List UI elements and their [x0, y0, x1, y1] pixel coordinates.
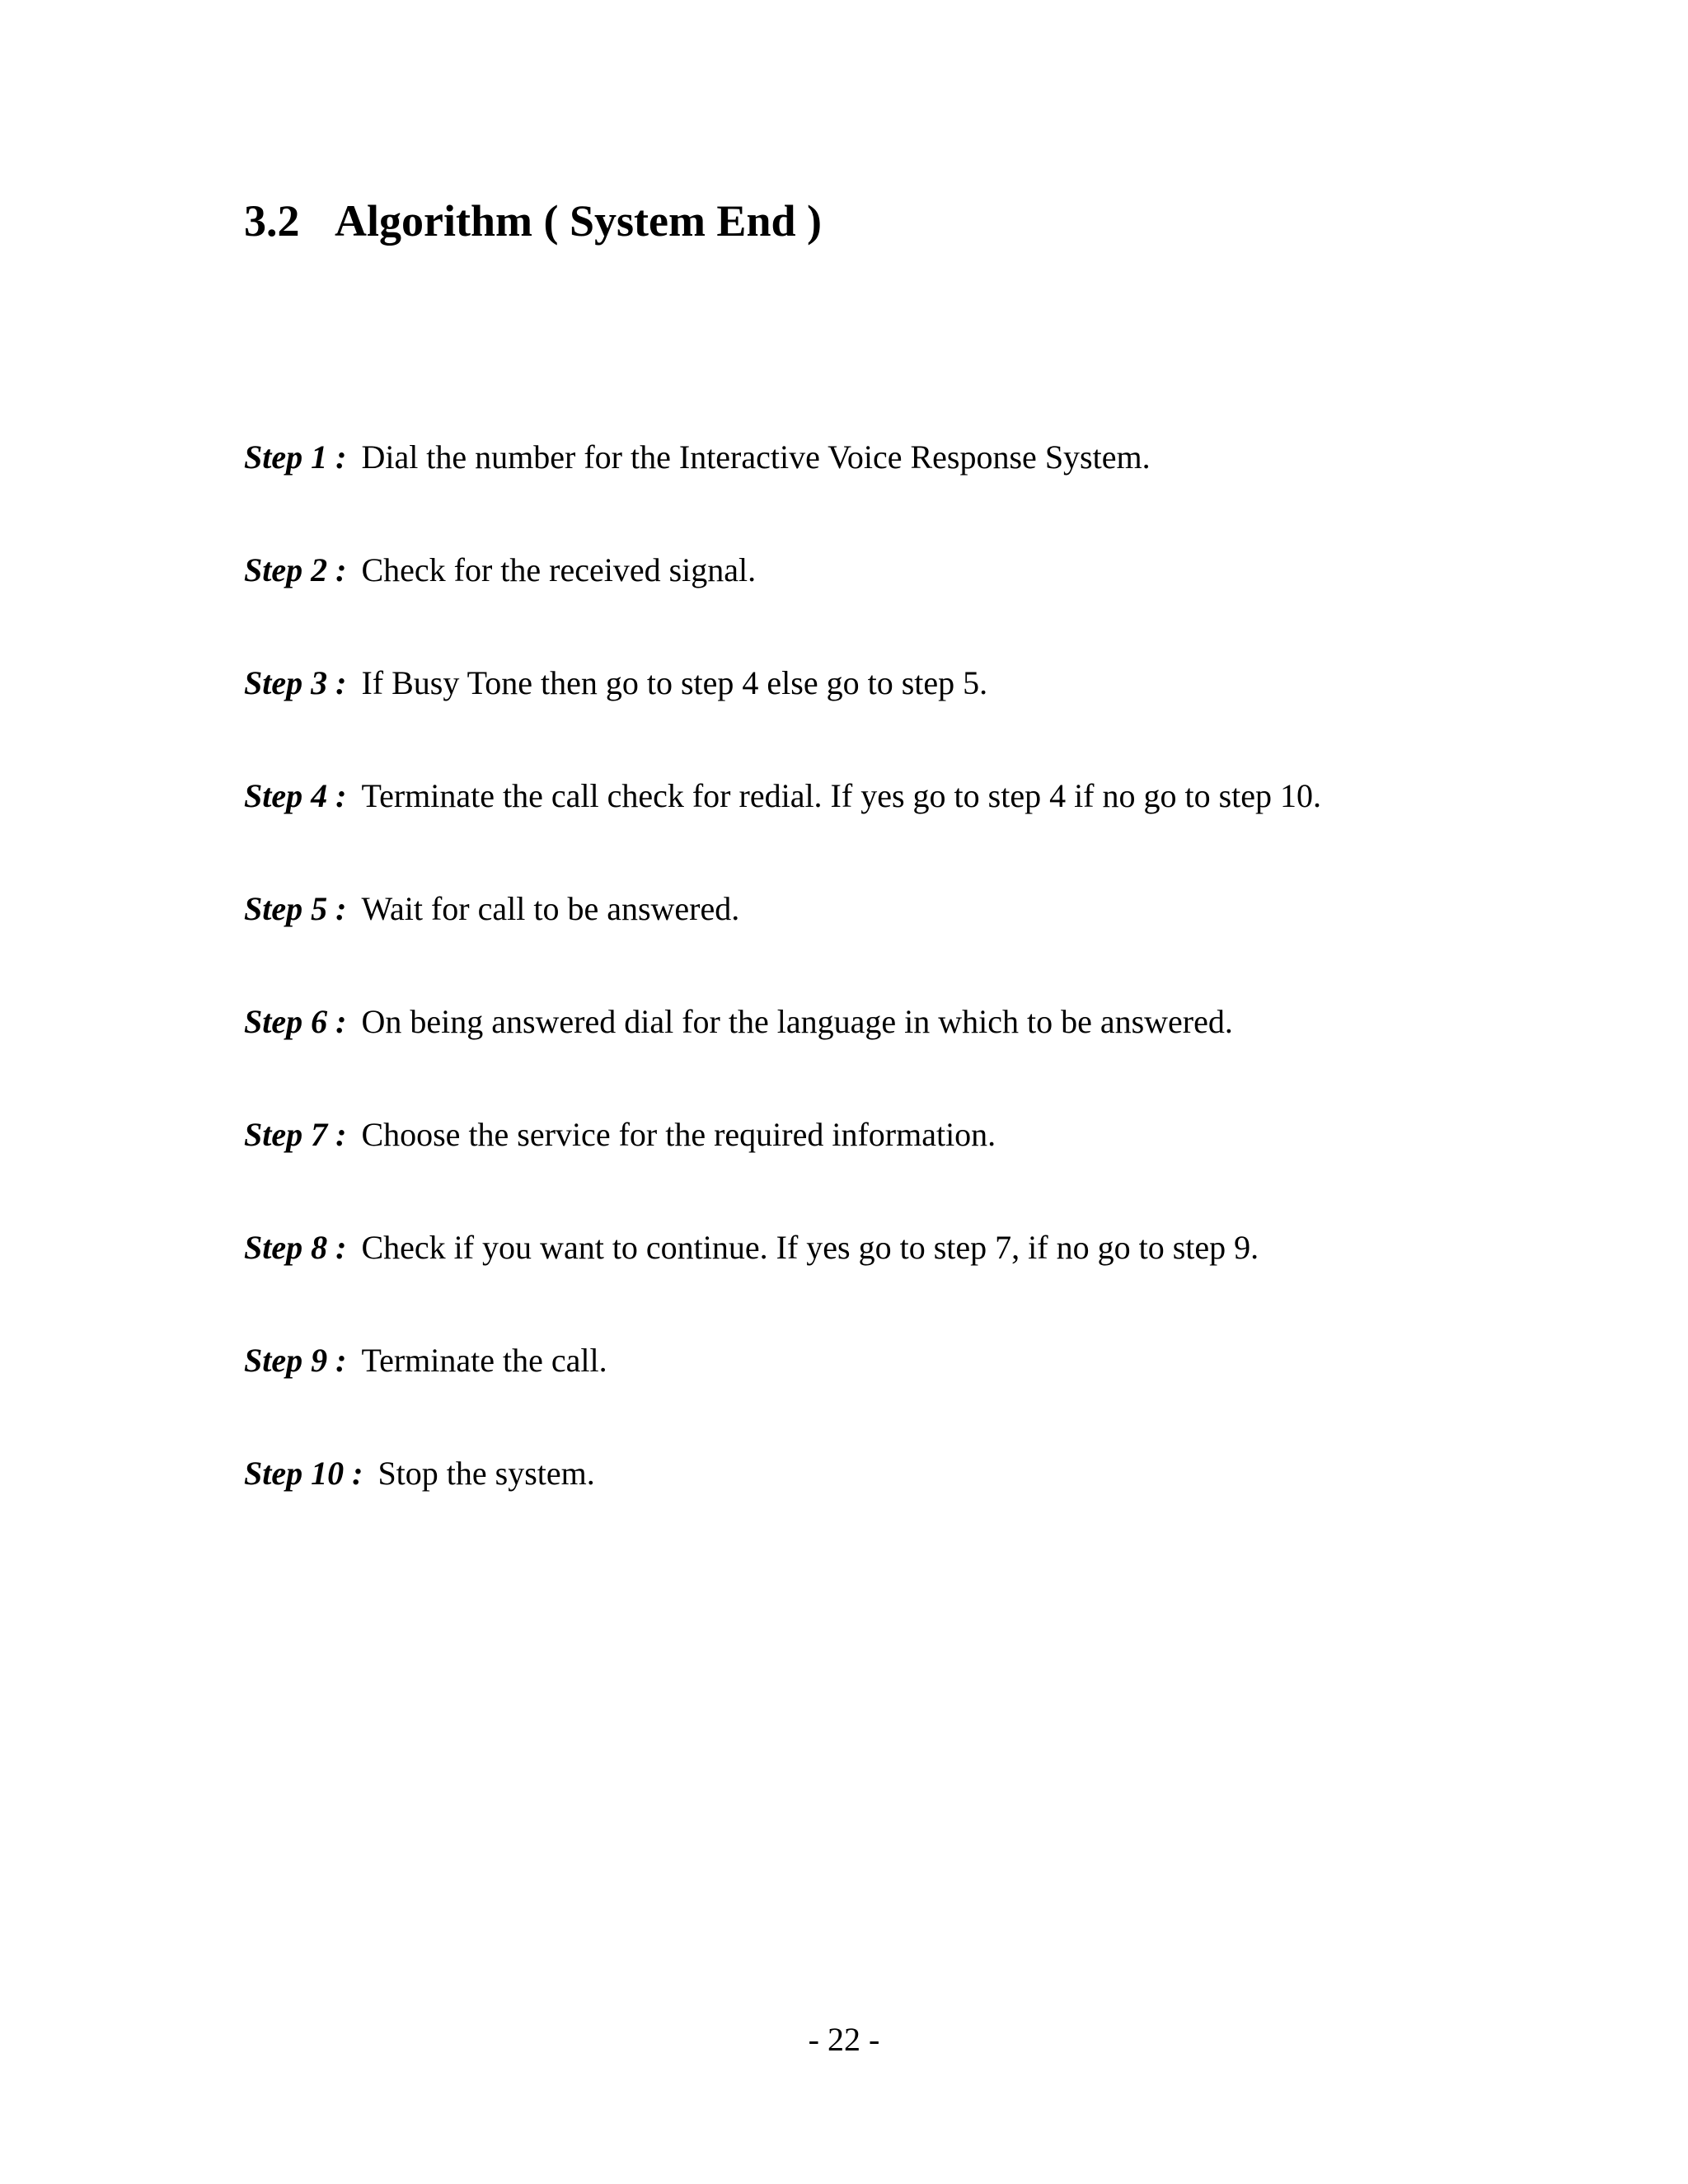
step-row-5 — [244, 884, 1321, 997]
step-label: Step 5 : — [244, 890, 347, 927]
step-text: Check for the received signal. — [361, 551, 757, 588]
step-row-6 — [244, 997, 1321, 1110]
step-row-10 — [244, 1449, 1321, 1562]
step-row-8 — [244, 1223, 1321, 1336]
step-row-7 — [244, 1110, 1321, 1223]
step-label: Step 10 : — [244, 1455, 363, 1492]
step-text: Terminate the call. — [361, 1342, 607, 1379]
step-label: Step 3 : — [244, 664, 347, 701]
step-label: Step 1 : — [244, 438, 347, 476]
step-row-9 — [244, 1336, 1321, 1449]
step-label: Step 4 : — [244, 777, 347, 814]
section-heading — [244, 191, 822, 251]
step-text: If Busy Tone then go to step 4 else go to step 5. — [361, 664, 988, 701]
step-text: Terminate the call check for redial. If yes go to step 4 if no go to step 10. — [361, 777, 1322, 814]
step-text: Choose the service for the required information. — [361, 1116, 996, 1153]
step-row-1 — [244, 433, 1321, 546]
step-text: On being answered dial for the language in which to be answered. — [361, 1003, 1233, 1040]
step-label: Step 8 : — [244, 1229, 347, 1266]
step-row-4 — [244, 771, 1321, 884]
step-label: Step 2 : — [244, 551, 347, 588]
step-text: Wait for call to be answered. — [361, 890, 740, 927]
section-number: 3.2 — [244, 196, 300, 246]
page-number: - 22 - — [808, 2021, 880, 2058]
step-row-2 — [244, 546, 1321, 658]
step-label: Step 7 : — [244, 1116, 347, 1153]
step-label: Step 6 : — [244, 1003, 347, 1040]
step-text: Dial the number for the Interactive Voice Response System. — [361, 438, 1151, 476]
step-row-3 — [244, 658, 1321, 771]
step-label: Step 9 : — [244, 1342, 347, 1379]
step-text: Stop the system. — [377, 1455, 595, 1492]
step-text: Check if you want to continue. If yes go to step 7, if no go to step 9. — [361, 1229, 1259, 1266]
algorithm-steps-list — [244, 433, 1321, 1562]
section-title: Algorithm ( System End ) — [335, 196, 822, 246]
